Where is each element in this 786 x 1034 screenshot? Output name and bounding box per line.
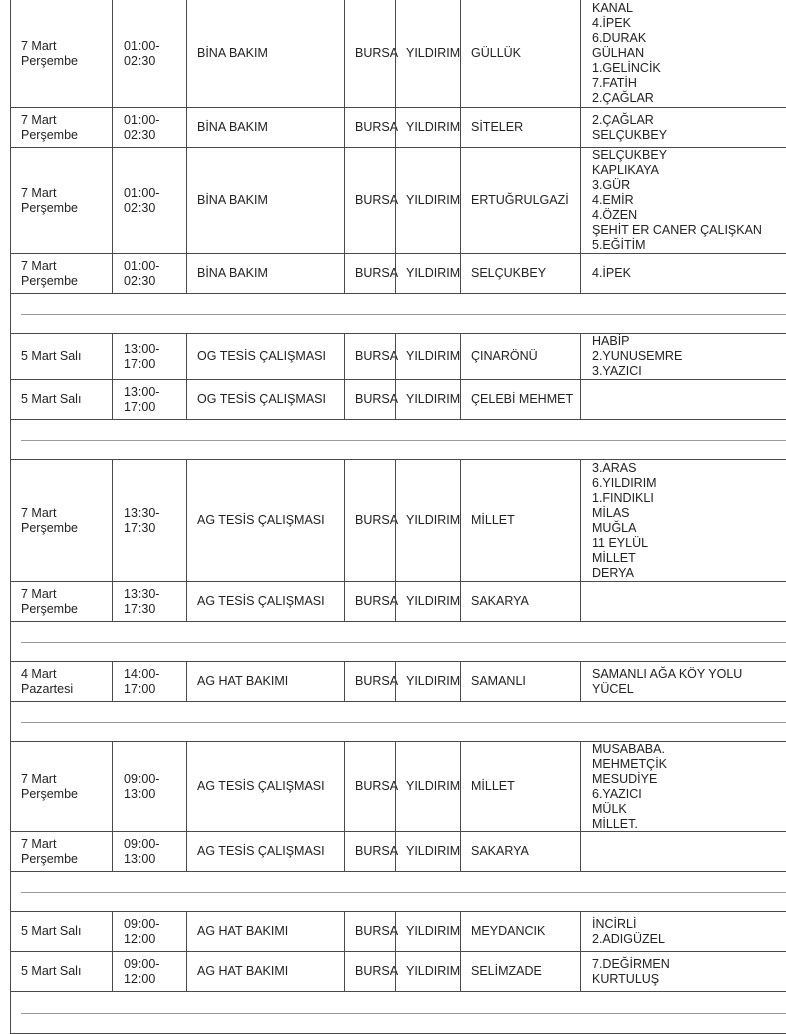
- time-cell: 13:00- 17:00: [112, 380, 186, 419]
- work-type-cell: BİNA BAKIM: [186, 254, 344, 293]
- group-separator: [10, 872, 786, 912]
- group-separator: [10, 992, 786, 1034]
- time-cell: 09:00- 13:00: [112, 832, 186, 871]
- streets-cell: KANAL 4.İPEK 6.DURAK GÜLHAN 1.GELİNCİK 7.FATİH 2.ÇAĞLAR: [580, 0, 786, 107]
- table-row: [10, 254, 786, 294]
- neighborhood-cell: MİLLET: [460, 742, 580, 831]
- table-row: [10, 662, 786, 702]
- date-cell: 7 Mart Perşembe: [10, 832, 112, 871]
- date-cell: 7 Mart Perşembe: [10, 148, 112, 253]
- city-cell: BURSA: [344, 832, 395, 871]
- city-cell: BURSA: [344, 582, 395, 621]
- district-cell: YILDIRIM: [395, 0, 460, 107]
- city-cell: BURSA: [344, 334, 395, 379]
- neighborhood-cell: SAMANLI: [460, 662, 580, 701]
- time-cell: 09:00- 13:00: [112, 742, 186, 831]
- table-row: [10, 0, 786, 108]
- city-cell: BURSA: [344, 912, 395, 951]
- work-type-cell: AG HAT BAKIMI: [186, 952, 344, 991]
- work-type-cell: AG HAT BAKIMI: [186, 662, 344, 701]
- district-cell: YILDIRIM: [395, 380, 460, 419]
- district-cell: YILDIRIM: [395, 334, 460, 379]
- district-cell: YILDIRIM: [395, 742, 460, 831]
- district-cell: YILDIRIM: [395, 952, 460, 991]
- time-cell: 14:00- 17:00: [112, 662, 186, 701]
- streets-cell: [580, 380, 786, 419]
- separator-line: [21, 314, 786, 315]
- work-type-cell: AG TESİS ÇALIŞMASI: [186, 460, 344, 581]
- separator-line: [21, 1013, 786, 1014]
- streets-cell: MUSABABA. MEHMETÇİK MESUDİYE 6.YAZICI MÜLK MİLLET.: [580, 742, 786, 831]
- streets-cell: İNCİRLİ 2.ADIGÜZEL: [580, 912, 786, 951]
- work-type-cell: BİNA BAKIM: [186, 148, 344, 253]
- streets-cell: HABİP 2.YUNUSEMRE 3.YAZICI: [580, 334, 786, 379]
- streets-cell: 7.DEĞİRMEN KURTULUŞ: [580, 952, 786, 991]
- time-cell: 01:00- 02:30: [112, 0, 186, 107]
- date-cell: 7 Mart Perşembe: [10, 108, 112, 147]
- date-cell: 5 Mart Salı: [10, 952, 112, 991]
- neighborhood-cell: MİLLET: [460, 460, 580, 581]
- neighborhood-cell: ÇELEBİ MEHMET: [460, 380, 580, 419]
- city-cell: BURSA: [344, 460, 395, 581]
- district-cell: YILDIRIM: [395, 582, 460, 621]
- city-cell: BURSA: [344, 108, 395, 147]
- work-type-cell: AG HAT BAKIMI: [186, 912, 344, 951]
- table-row: [10, 742, 786, 832]
- city-cell: BURSA: [344, 952, 395, 991]
- neighborhood-cell: SAKARYA: [460, 832, 580, 871]
- group-separator: [10, 622, 786, 662]
- date-cell: 7 Mart Perşembe: [10, 460, 112, 581]
- streets-cell: [580, 582, 786, 621]
- work-type-cell: OG TESİS ÇALIŞMASI: [186, 334, 344, 379]
- city-cell: BURSA: [344, 254, 395, 293]
- streets-cell: SAMANLI AĞA KÖY YOLU YÜCEL: [580, 662, 786, 701]
- time-cell: 01:00- 02:30: [112, 148, 186, 253]
- streets-cell: [580, 832, 786, 871]
- table-row: [10, 148, 786, 254]
- neighborhood-cell: ERTUĞRULGAZİ: [460, 148, 580, 253]
- date-cell: 4 Mart Pazartesi: [10, 662, 112, 701]
- work-type-cell: BİNA BAKIM: [186, 0, 344, 107]
- table-row: [10, 912, 786, 952]
- neighborhood-cell: SELİMZADE: [460, 952, 580, 991]
- neighborhood-cell: SELÇUKBEY: [460, 254, 580, 293]
- streets-cell: 4.İPEK: [580, 254, 786, 293]
- separator-line: [21, 642, 786, 643]
- table-row: [10, 952, 786, 992]
- city-cell: BURSA: [344, 662, 395, 701]
- district-cell: YILDIRIM: [395, 148, 460, 253]
- district-cell: YILDIRIM: [395, 662, 460, 701]
- time-cell: 01:00- 02:30: [112, 254, 186, 293]
- neighborhood-cell: ÇINARÖNÜ: [460, 334, 580, 379]
- district-cell: YILDIRIM: [395, 460, 460, 581]
- work-type-cell: AG TESİS ÇALIŞMASI: [186, 742, 344, 831]
- separator-line: [21, 440, 786, 441]
- neighborhood-cell: SİTELER: [460, 108, 580, 147]
- city-cell: BURSA: [344, 0, 395, 107]
- time-cell: 09:00- 12:00: [112, 912, 186, 951]
- neighborhood-cell: MEYDANCIK: [460, 912, 580, 951]
- table-row: [10, 108, 786, 148]
- group-separator: [10, 702, 786, 742]
- table-row: [10, 582, 786, 622]
- city-cell: BURSA: [344, 148, 395, 253]
- table-row: [10, 832, 786, 872]
- date-cell: 7 Mart Perşembe: [10, 254, 112, 293]
- work-type-cell: AG TESİS ÇALIŞMASI: [186, 582, 344, 621]
- separator-line: [21, 722, 786, 723]
- date-cell: 5 Mart Salı: [10, 380, 112, 419]
- district-cell: YILDIRIM: [395, 254, 460, 293]
- time-cell: 01:00- 02:30: [112, 108, 186, 147]
- time-cell: 13:30- 17:30: [112, 460, 186, 581]
- table-row: [10, 334, 786, 380]
- streets-cell: 3.ARAS 6.YILDIRIM 1.FINDIKLI MİLAS MUĞLA 11 EYLÜL MİLLET DERYA: [580, 460, 786, 581]
- date-cell: 7 Mart Perşembe: [10, 582, 112, 621]
- group-separator: [10, 294, 786, 334]
- date-cell: 5 Mart Salı: [10, 912, 112, 951]
- work-type-cell: AG TESİS ÇALIŞMASI: [186, 832, 344, 871]
- time-cell: 09:00- 12:00: [112, 952, 186, 991]
- streets-cell: 2.ÇAĞLAR SELÇUKBEY: [580, 108, 786, 147]
- district-cell: YILDIRIM: [395, 912, 460, 951]
- streets-cell: SELÇUKBEY KAPLIKAYA 3.GÜR 4.EMİR 4.ÖZEN ŞEHİT ER CANER ÇALIŞKAN 5.EĞİTİM: [580, 148, 786, 253]
- district-cell: YILDIRIM: [395, 108, 460, 147]
- work-type-cell: BİNA BAKIM: [186, 108, 344, 147]
- group-separator: [10, 420, 786, 460]
- neighborhood-cell: GÜLLÜK: [460, 0, 580, 107]
- city-cell: BURSA: [344, 742, 395, 831]
- city-cell: BURSA: [344, 380, 395, 419]
- time-cell: 13:00- 17:00: [112, 334, 186, 379]
- neighborhood-cell: SAKARYA: [460, 582, 580, 621]
- table-row: [10, 460, 786, 582]
- date-cell: 5 Mart Salı: [10, 334, 112, 379]
- date-cell: 7 Mart Perşembe: [10, 0, 112, 107]
- work-type-cell: OG TESİS ÇALIŞMASI: [186, 380, 344, 419]
- district-cell: YILDIRIM: [395, 832, 460, 871]
- separator-line: [21, 892, 786, 893]
- date-cell: 7 Mart Perşembe: [10, 742, 112, 831]
- time-cell: 13:30- 17:30: [112, 582, 186, 621]
- table-row: [10, 380, 786, 420]
